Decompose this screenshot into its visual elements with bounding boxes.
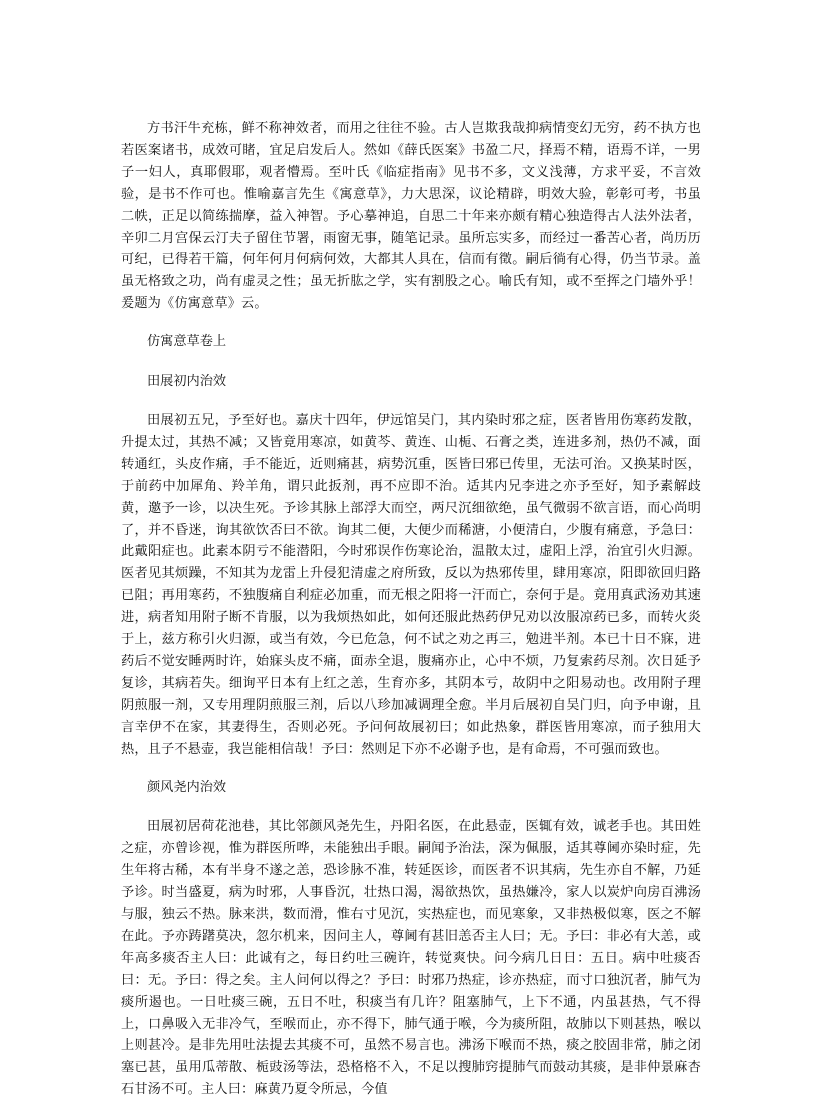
spacer xyxy=(121,353,701,371)
spacer xyxy=(121,315,701,331)
spacer xyxy=(121,393,701,410)
volume-title: 仿寓意草卷上 xyxy=(147,334,227,350)
case-title-2: 颜风尧内治效 xyxy=(147,780,227,796)
case-title-1: 田展初内治效 xyxy=(147,374,227,390)
case-body-2: 田展初居荷花池巷，其比邻颜风尧先生，丹阳名医，在此悬壶，医辄有效，诚老手也。其田姓之症，亦曾诊视，惟为群医所哗，未能独出手眼。嗣闻予治法，深为佩服，适其尊阃亦染时症，先生年将古稀，本有半身不遂之恙，恐诊脉不准，转延医诊，而医者不识其病，先生亦自不解，乃延予诊。时当盛夏，病为时邪，人事昏沉，壮热口渴，渴欲热饮，虽热嫌冷，家人以炭炉向房百沸汤与服，独云不热。脉来洪，数而滑，惟右寸见沉，实热症也，而见寒象，又非热极似寒，医之不解在此。予亦踌躇莫决，忽尔机来，因问主人，尊阃有甚旧恙否主人曰；无。予曰：非必有大恙，或年高多痰否主人曰：此诚有之，每日约吐三碗许，转觉爽快。问今病几日日：五日。病中吐痰否曰：无。予曰：得之矣。主人问何以得之？予曰：时邪乃热症，诊亦热症，而寸口独沉者，肺气为痰所遏也。一日吐痰三碗，五日不吐，积痰当有几许？阻塞肺气，上下不通，内虽甚热，气不得上，口鼻吸入无非冷气，至喉而止，亦不得下，肺气通于喉，今为痰所阻，故肺以下则甚热，喉以上则甚冷。是非先用吐法提去其痰不可，虽然不易言也。沸汤下喉而不热，痰之胶固非常，肺之闭塞已甚，虽用瓜蒂散、栀豉汤等法，恐格格不入，不足以搜肺窍提肺气而鼓动其痰，是非仲景麻杏石甘汤不可。主人曰：麻黄乃夏令所忌，今值 xyxy=(121,819,701,1098)
document-page xyxy=(121,118,701,1101)
preface-paragraph: 方书汗牛充栋，鲜不称神效者，而用之往往不验。古人岂欺我哉抑病情变幻无穷，药不执方也若医案诸书，成效可睹，宜足启发后人。然如《薛氏医案》书盈二尺，择焉不精，语焉不详，一男子一妇人，真耶假耶，观者懵焉。至叶氏《临症指南》见书不多，文义浅薄，方求平妥，不言效验，是书不作可也。惟喻嘉言先生《寓意草》，力大思深，议论精辟，明效大验，彰彰可考，书虽二帙，正足以简练揣摩，益入神智。予心摹神追，自思二十年来亦颇有精心独造得古人法外法者，辛卯二月宫保云汀夫子留住节署，雨窗无事，随笔记录。虽所忘实多，而经过一番苦心者，尚历历可纪，已得若干篇，何年何月何病何效，大都其人具在，信而有徵。嗣后徜有心得，仍当节录。盖虽无格致之功，尚有虚灵之性；虽无折肱之学，实有割股之心。喻氏有知，或不至挥之门墙外乎！爰题为《仿寓意草》云。 xyxy=(121,121,701,312)
spacer xyxy=(121,760,701,777)
case-body-1: 田展初五兄，予至好也。嘉庆十四年，伊远馆吴门，其内染时邪之症，医者皆用伤寒药发散，升提太过，其热不减；又皆竟用寒凉，如黄芩、黄连、山栀、石膏之类，连进多剂，热仍不减，面转通红，头皮作痛，手不能近，近则痛甚，病势沉重，医皆曰邪已传里，无法可治。又换某时医，于前药中加犀角、羚羊角，谓只此扳剂，再不应即不治。适其内兄李进之亦予至好，知予素解歧黄，邀予一诊，以决生死。予诊其脉上部浮大而空，两尺沉细欲绝，虽气微弱不欲言语，而心尚明了，并不昏迷，询其欲饮否曰不欲。询其二便，大便少而稀溏，小便清白，少腹有痛意，予急曰：此戴阳症也。此素本阴亏不能潜阳，今时邪误作伤寒论治，温散太过，虚阳上浮，治宜引火归源。医者见其烦躁，不知其为龙雷上升侵犯清虚之府所致，反以为热邪传里，肆用寒凉，阳即欲回归路已阻；再用寒药，不独腹痛自利症必加重，而无根之阳将一汗而亡，奈何于是。竟用真武汤劝其速进，病者知用附子断不肯服，以为我烦热如此，如何还服此热药伊兄劝以汝服凉药已多，而转火炎于上，兹方称引火归源，或当有效，今已危急，何不试之劝之再三，勉进半剂。本已十日不寐，进药后不觉安睡两时许，始寐头皮不痛，面赤全退，腹痛亦止，心中不烦，乃复索药尽剂。次日延予复诊，其病若失。细询平日本有上红之恙，生育亦多，其阴本亏，故阴中之阳易动也。改用附子理阴煎服一剂，又专用理阴煎服三剂，后以八珍加减调理全愈。半月后展初自吴门归，向予申谢，且言幸伊不在家，其妻得生，否则必死。予问何故展初曰；如此热象，群医皆用寒凉，而子独用大热，且子不悬壶，我岂能相信哉！予曰：然则足下亦不必谢予也，是有命焉，不可强而致也。 xyxy=(121,412,701,757)
spacer xyxy=(121,799,701,816)
